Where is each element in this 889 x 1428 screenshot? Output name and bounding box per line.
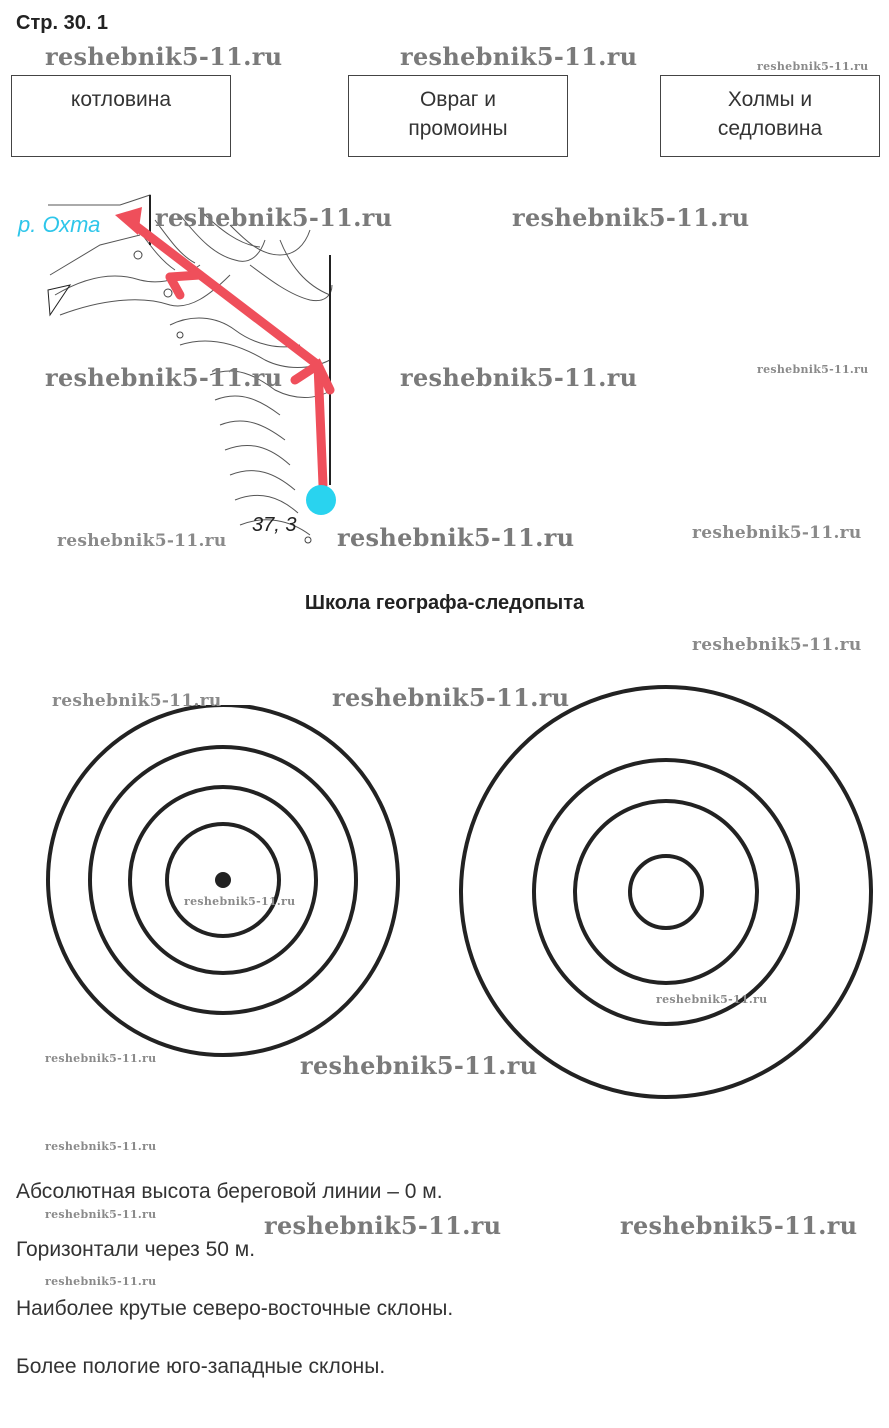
- watermark: reshebnik5-11.ru: [45, 1052, 157, 1065]
- box-text-line1: Овраг и: [419, 88, 497, 111]
- box-text: котловина: [70, 88, 172, 111]
- box-text-line1: Холмы и: [727, 88, 813, 111]
- section-title: Школа географа-следопыта: [304, 592, 585, 614]
- answer-line-4: Более пологие юго-западные склоны.: [16, 1355, 386, 1378]
- page-title: Стр. 30. 1: [16, 12, 109, 34]
- watermark: reshebnik5-11.ru: [155, 203, 393, 232]
- answer-line-3: Наиболее крутые северо-восточные склоны.: [16, 1297, 454, 1320]
- watermark: reshebnik5-11.ru: [184, 895, 296, 908]
- label-box-ravine: [348, 75, 568, 157]
- label-box-basin: [11, 75, 231, 157]
- watermark: reshebnik5-11.ru: [400, 363, 638, 392]
- watermark: reshebnik5-11.ru: [757, 363, 869, 376]
- river-label: р. Охта: [18, 212, 101, 237]
- watermark: reshebnik5-11.ru: [45, 363, 283, 392]
- watermark: reshebnik5-11.ru: [512, 203, 750, 232]
- box-text-line2: промоины: [408, 117, 508, 140]
- watermark: reshebnik5-11.ru: [332, 683, 570, 712]
- answer-line-1: Абсолютная высота береговой линии – 0 м.: [16, 1180, 443, 1203]
- watermark: reshebnik5-11.ru: [57, 531, 227, 551]
- watermark: reshebnik5-11.ru: [45, 1140, 157, 1153]
- watermark: reshebnik5-11.ru: [45, 1208, 157, 1221]
- watermark: reshebnik5-11.ru: [400, 42, 638, 71]
- watermark: reshebnik5-11.ru: [45, 1275, 157, 1288]
- watermark: reshebnik5-11.ru: [620, 1211, 858, 1240]
- watermark: reshebnik5-11.ru: [52, 691, 222, 711]
- height-label: 37, 3: [252, 514, 297, 536]
- label-box-hills: [660, 75, 880, 157]
- contour-diagram-right: [458, 683, 878, 1103]
- watermark: reshebnik5-11.ru: [337, 523, 575, 552]
- contour-diagram-left: [40, 705, 410, 1075]
- watermark: reshebnik5-11.ru: [264, 1211, 502, 1240]
- watermark: reshebnik5-11.ru: [656, 993, 768, 1006]
- watermark: reshebnik5-11.ru: [692, 635, 862, 655]
- watermark: reshebnik5-11.ru: [692, 523, 862, 543]
- watermark: reshebnik5-11.ru: [45, 42, 283, 71]
- watermark: reshebnik5-11.ru: [757, 60, 869, 73]
- box-text-line2: седловина: [717, 117, 823, 140]
- watermark: reshebnik5-11.ru: [300, 1051, 538, 1080]
- answer-line-2: Горизонтали через 50 м.: [16, 1238, 256, 1261]
- summit-dot: [215, 872, 231, 888]
